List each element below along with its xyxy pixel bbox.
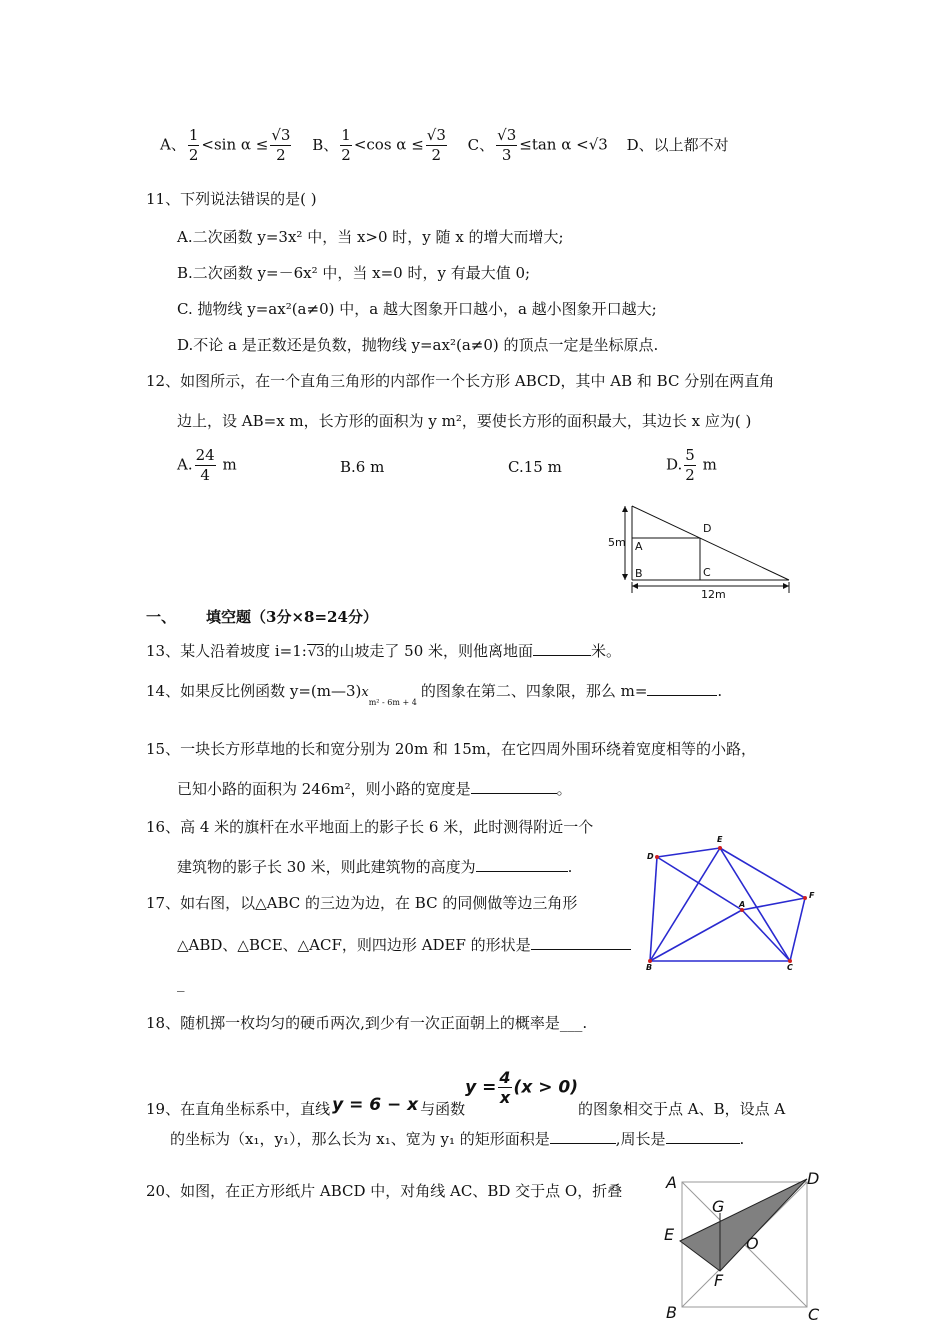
q14-exponent: m² - 6m + 4 [368, 698, 417, 707]
q19-text1: 19、在直角坐标系中，直线 [146, 1100, 331, 1118]
q20-label-e: E [664, 1225, 675, 1244]
q10-a-rfrac [270, 126, 291, 165]
q20-label-o: O [746, 1234, 759, 1253]
q12-d-den: 2 [685, 466, 695, 484]
q13-rad-value: √3 [307, 645, 325, 660]
q12-label-d: D [703, 522, 712, 535]
q11-option-c: C. 抛物线 y=ax²(a≠0) 中，a 越大图象开口越小，a 越小图象开口越大; [177, 300, 657, 318]
q19-text5: ,周长是 [615, 1130, 666, 1148]
q17-label-a: A [739, 900, 746, 909]
section-number: 一、 [146, 608, 177, 626]
q12-option-b: B.6 m [340, 458, 385, 476]
q12-label-a: A [635, 540, 643, 553]
q10-c-den: 3 [501, 146, 512, 164]
q12-option-d [666, 446, 717, 485]
q12-stem-line1: 12、如图所示，在一个直角三角形的内部作一个长方形 ABCD，其中 AB 和 BC 分别在两直角 [146, 372, 775, 390]
q12-label-c: C [703, 566, 711, 579]
q12-a-den: 4 [200, 466, 210, 484]
q10-a-num: 1 [188, 126, 199, 144]
q17-fc [790, 898, 805, 961]
q12-d-unit: m [702, 455, 717, 474]
q10-b-frac [340, 126, 352, 165]
q20-label-b: B [666, 1303, 677, 1322]
q12-label-b: B [635, 567, 643, 580]
q12-option-c: C.15 m [508, 458, 562, 476]
q13 [146, 640, 621, 661]
q12-a-prefix: A. [177, 455, 193, 474]
q12-d-frac [684, 446, 696, 485]
q17-eb [650, 848, 720, 961]
q13-text2: 的山坡走了 50 米，则他离地面 [324, 642, 534, 660]
q20-label-d: D [807, 1169, 820, 1188]
q12-d-num: 5 [685, 446, 695, 464]
q15-blank[interactable] [471, 793, 557, 794]
q17-line1: 17、如右图，以△ABC 的三边为边，在 BC 的同侧做等边三角形 [146, 894, 578, 912]
q10-a-rden: 2 [276, 146, 286, 164]
q20-label-a: A [666, 1173, 677, 1192]
q17-line3: _ [177, 974, 185, 992]
q17-ec [720, 848, 790, 961]
q19-text2: 与函数 [420, 1100, 466, 1118]
q10-options [160, 126, 729, 165]
q12-stem-line2: 边上，设 AB=x m，长方形的面积为 y m²，要使长方形的面积最大，其边长 x 应为( ) [177, 412, 752, 430]
q17-ef [720, 848, 805, 898]
q19-line2 [170, 1128, 744, 1149]
q20-label-g: G [712, 1197, 725, 1216]
q17-point-d [655, 855, 659, 859]
q11-stem: 11、下列说法错误的是( ) [146, 190, 317, 208]
section-title: 填空题（3分×8=24分） [206, 608, 378, 626]
q18: 18、随机掷一枚均匀的硬币两次,到少有一次正面朝上的概率是___. [146, 1014, 588, 1032]
q17-point-f [803, 896, 807, 900]
q20-label-f: F [714, 1271, 724, 1290]
q10-c-frac [496, 126, 517, 165]
q19-text6: . [739, 1130, 745, 1148]
q11-option-a: A.二次函数 y=3x² 中，当 x>0 时，y 随 x 的增大而增大; [177, 228, 564, 246]
q14-text3: . [717, 682, 723, 700]
q17-text: △ABD、△BCE、△ACF，则四边形 ADEF 的形状是 [177, 936, 531, 954]
q17-de [657, 848, 720, 857]
q12-a-frac [195, 446, 216, 485]
q13-blank[interactable] [533, 655, 591, 656]
q13-radical [307, 645, 325, 660]
q17-bd [650, 857, 657, 961]
q19-func-y: y = [465, 1077, 497, 1098]
q17-label-c: C [787, 963, 793, 972]
q10-a-rnum: √3 [271, 126, 291, 144]
q17-label-f: F [809, 891, 815, 900]
q19-line-equation: y = 6 − x [332, 1095, 419, 1115]
q16-line2 [177, 856, 572, 877]
q11-option-d: D.不论 a 是正数还是负数，抛物线 y=ax²(a≠0) 的顶点一定是坐标原点. [177, 336, 659, 354]
q16-blank[interactable] [476, 871, 568, 872]
q15-end: 。 [556, 780, 572, 798]
q14 [146, 680, 723, 707]
q14-x: x [361, 685, 369, 700]
q15-text: 已知小路的面积为 246m²，则小路的宽度是 [177, 780, 471, 798]
q12-a-unit: m [222, 455, 237, 474]
q19-text4: 的坐标为（x₁，y₁），那么长为 x₁、宽为 y₁ 的矩形面积是 [170, 1130, 550, 1148]
q17-ac [742, 910, 790, 961]
q19-function [465, 1068, 578, 1107]
q12-option-a [177, 446, 237, 485]
q10-c-prefix: C、 [467, 135, 495, 154]
q10-a-frac [188, 126, 200, 165]
q20: 20、如图，在正方形纸片 ABCD 中，对角线 AC、BD 交于点 O，折叠 [146, 1182, 623, 1200]
q17-label-b: B [646, 963, 653, 972]
q17-figure [640, 830, 825, 972]
q20-folded-triangle [680, 1179, 807, 1271]
q17-label-e: E [717, 835, 723, 844]
q13-text1: 13、某人沿着坡度 i=1: [146, 642, 307, 660]
q19-blank-perimeter[interactable] [666, 1143, 740, 1144]
q10-b-rden: 2 [431, 146, 442, 164]
q16-text: 建筑物的影子长 30 米，则此建筑物的高度为 [177, 858, 476, 876]
q10-b-rnum: √3 [426, 126, 446, 144]
q14-text2: 的图象在第二、四象限，那么 m= [420, 682, 648, 700]
q13-text3: 米。 [591, 642, 622, 660]
q10-b-num: 1 [341, 126, 351, 144]
q10-c-right: √3 [588, 135, 608, 154]
section-heading [146, 606, 378, 627]
q16-end: . [567, 858, 573, 876]
q12-label-5m: 5m [608, 536, 626, 549]
q10-b-den: 2 [341, 146, 351, 164]
q20-square-figure [660, 1168, 830, 1336]
q19-func-num: 4 [499, 1068, 511, 1087]
q19-func-frac [498, 1068, 511, 1107]
q17-blank[interactable] [531, 949, 631, 950]
q19-func-cond: (x > 0) [513, 1077, 578, 1098]
q12-a-num: 24 [195, 446, 215, 464]
q12-triangle-figure [605, 498, 805, 600]
q12-label-12m: 12m [701, 588, 726, 600]
q17-da [657, 857, 742, 910]
q14-text1: 14、如果反比例函数 y=(m—3) [146, 682, 362, 700]
q10-c-num: √3 [497, 126, 517, 144]
q17-line2 [177, 934, 631, 955]
q11-option-b: B.二次函数 y=－6x² 中，当 x=0 时，y 有最大值 0; [177, 264, 531, 282]
q17-ba [650, 910, 742, 961]
q10-b-rel: <cos α ≤ [353, 135, 424, 154]
q10-a-den: 2 [188, 146, 199, 164]
q19-func-den: x [499, 1088, 511, 1107]
q19-line1 [146, 1068, 786, 1118]
q15-line2 [177, 778, 572, 799]
q10-c-rel: ≤tan α < [519, 135, 589, 154]
q10-d: D、以上都不对 [626, 135, 729, 154]
q19-text3: 的图象相交于点 A、B，设点 A [577, 1100, 786, 1118]
q20-label-c: C [808, 1305, 820, 1324]
q14-blank[interactable] [647, 695, 717, 696]
q10-b-rfrac [426, 126, 447, 165]
q12-d-prefix: D. [666, 455, 683, 474]
q19-blank-area[interactable] [550, 1143, 616, 1144]
q10-a-prefix: A、 [160, 135, 186, 154]
q10-a-rel: <sin α ≤ [201, 135, 269, 154]
q17-label-d: D [647, 852, 654, 861]
q15-line1: 15、一块长方形草地的长和宽分别为 20m 和 15m，在它四周外围环绕着宽度相等的小路， [146, 740, 757, 758]
q17-point-e [718, 846, 722, 850]
q10-b-prefix: B、 [312, 135, 339, 154]
q16-line1: 16、高 4 米的旗杆在水平地面上的影子长 6 米，此时测得附近一个 [146, 818, 594, 836]
